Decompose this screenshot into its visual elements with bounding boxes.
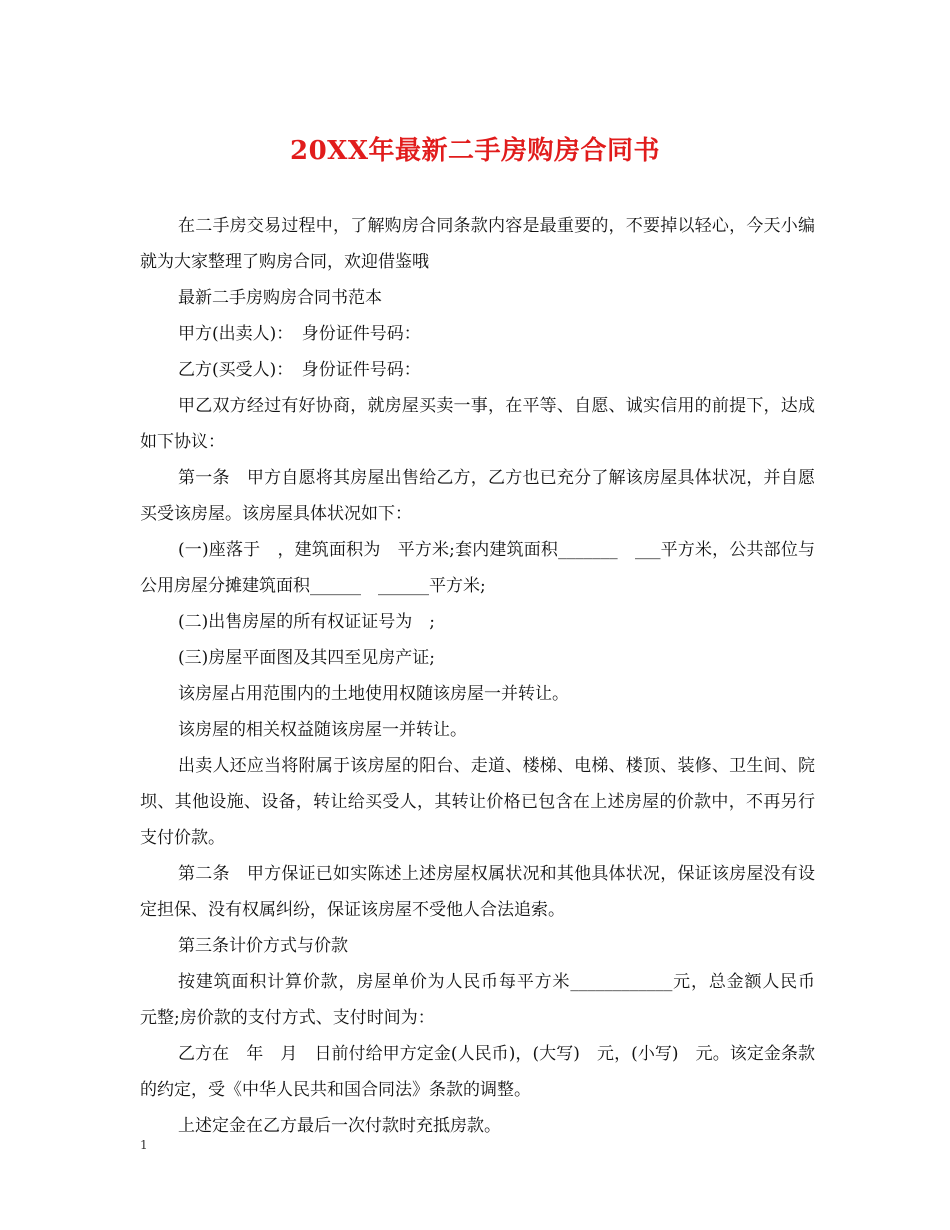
paragraph: 乙方(买受人)： 身份证件号码： bbox=[178, 360, 421, 380]
paragraph: 乙方在 年 月 日前付给甲方定金(人民币)，(大写) 元，(小写) 元。该定金条款的约定，受《中华人民共和国合同法》条款的调整。 bbox=[140, 1044, 815, 1100]
paragraph: 该房屋占用范围内的土地使用权随该房屋一并转让。 bbox=[178, 684, 569, 704]
paragraph: 按建筑面积计算价款，房屋单价为人民币每平方米____________元，总金额人民币 元整;房价款的支付方式、支付时间为： bbox=[140, 972, 832, 1028]
paragraph: 第一条 甲方自愿将其房屋出售给乙方，乙方也已充分了解该房屋具体状况，并自愿买受该房屋。该房屋具体状况如下： bbox=[140, 468, 815, 524]
paragraph: (一)座落于 ，建筑面积为 平方米;套内建筑面积_______ ___平方米，公共部位与公用房屋分摊建筑面积______ ______平方米; bbox=[140, 540, 815, 596]
paragraph: 第二条 甲方保证已如实陈述上述房屋权属状况和其他具体状况，保证该房屋没有设定担保、没有权属纠纷，保证该房屋不受他人合法追索。 bbox=[140, 864, 815, 920]
paragraph: (三)房屋平面图及其四至见房产证; bbox=[178, 648, 435, 668]
paragraph: 在二手房交易过程中，了解购房合同条款内容是最重要的，不要掉以轻心，今天小编就为大家整理了购房合同，欢迎借鉴哦 bbox=[140, 216, 815, 272]
paragraph: 甲乙双方经过有好协商，就房屋买卖一事，在平等、自愿、诚实信用的前提下，达成如下协议： bbox=[140, 396, 815, 452]
document-body bbox=[140, 208, 832, 1144]
document-title: 20XX年最新二手房购房合同书 bbox=[289, 136, 661, 166]
paragraph: 甲方(出卖人)： 身份证件号码： bbox=[178, 324, 421, 344]
paragraph: 最新二手房购房合同书范本 bbox=[178, 288, 382, 308]
paragraph: 第三条计价方式与价款 bbox=[178, 936, 348, 956]
paragraph: 该房屋的相关权益随该房屋一并转让。 bbox=[178, 720, 467, 740]
paragraph: 出卖人还应当将附属于该房屋的阳台、走道、楼梯、电梯、楼顶、装修、卫生间、院坝、其他设施、设备，转让给买受人，其转让价格已包含在上述房屋的价款中，不再另行支付价款。 bbox=[140, 756, 815, 848]
page-number: 1 bbox=[140, 1138, 148, 1152]
paragraph: 上述定金在乙方最后一次付款时充抵房款。 bbox=[178, 1116, 501, 1136]
paragraph: (二)出售房屋的所有权证证号为 ; bbox=[178, 612, 435, 632]
